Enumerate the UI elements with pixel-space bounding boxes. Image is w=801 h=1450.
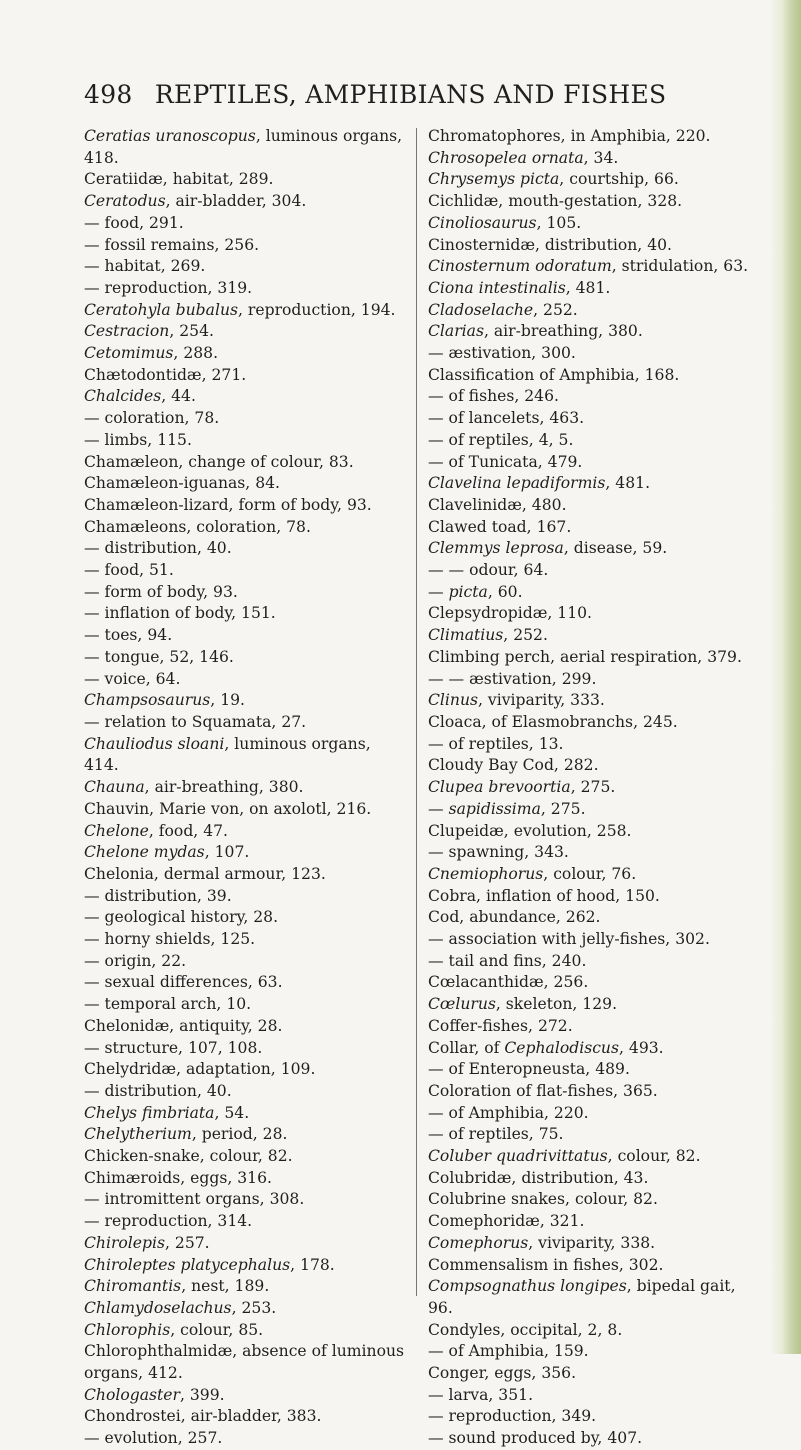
index-entry bbox=[84, 365, 419, 387]
index-text: Climbing perch, aerial respiration, 379. bbox=[428, 647, 742, 666]
index-entry bbox=[84, 1341, 419, 1363]
index-text: — bbox=[428, 582, 449, 601]
index-entry bbox=[84, 734, 419, 756]
index-text: — toes, 94. bbox=[84, 626, 173, 645]
index-term-italic: picta bbox=[448, 582, 488, 601]
index-term-italic: Chlorophis bbox=[84, 1320, 171, 1339]
index-term-italic: Chrysemys picta bbox=[428, 170, 560, 189]
index-text: Chamæleon-iguanas, 84. bbox=[84, 474, 280, 493]
index-entry bbox=[84, 1038, 419, 1060]
index-text: — of Tunicata, 479. bbox=[428, 452, 583, 471]
index-text: , food, 47. bbox=[148, 821, 229, 840]
index-text: — distribution, 40. bbox=[84, 539, 232, 558]
index-term-italic: Cinosternum odoratum bbox=[428, 257, 612, 276]
index-text: Chauvin, Marie von, on axolotl, 216. bbox=[84, 799, 372, 818]
index-text: — coloration, 78. bbox=[84, 409, 220, 428]
index-text: — evolution, 257. bbox=[84, 1429, 223, 1448]
index-text: , air-breathing, 380. bbox=[144, 778, 304, 797]
index-entry bbox=[428, 278, 768, 300]
index-text: , 399. bbox=[179, 1385, 225, 1404]
index-entry bbox=[84, 1124, 419, 1146]
index-entry bbox=[84, 321, 419, 343]
index-text: , bipedal gait, bbox=[626, 1277, 736, 1296]
index-entry bbox=[428, 321, 768, 343]
index-text: , nest, 189. bbox=[181, 1277, 270, 1296]
index-term-italic: Chauna bbox=[84, 778, 145, 797]
index-term-italic: Chauliodus sloani bbox=[84, 734, 225, 753]
index-text: — geological history, 28. bbox=[84, 908, 279, 927]
index-entry bbox=[84, 213, 419, 235]
index-text: , courtship, 66. bbox=[559, 170, 679, 189]
index-entry bbox=[428, 169, 768, 191]
index-entry bbox=[84, 690, 419, 712]
index-term-italic: Chelys fimbriata bbox=[84, 1103, 215, 1122]
index-entry bbox=[428, 1016, 768, 1038]
index-term-italic: Clupea brevoortia bbox=[428, 778, 571, 797]
index-text: , 60. bbox=[487, 582, 523, 601]
index-term-italic: Cinoliosaurus bbox=[428, 213, 537, 232]
index-entry bbox=[428, 126, 768, 148]
index-text: — distribution, 39. bbox=[84, 886, 232, 905]
index-entry bbox=[428, 929, 768, 951]
index-term-italic: Cœlurus bbox=[428, 995, 496, 1014]
index-term-italic: Cestracion bbox=[84, 322, 170, 341]
index-text: — intromittent organs, 308. bbox=[84, 1190, 305, 1209]
index-entry bbox=[428, 473, 768, 495]
index-entry bbox=[84, 430, 419, 452]
index-entry bbox=[84, 1298, 419, 1320]
index-entry bbox=[84, 408, 419, 430]
index-entry bbox=[428, 734, 768, 756]
index-entry bbox=[84, 929, 419, 951]
index-text: 414. bbox=[84, 756, 119, 775]
index-text: , 275. bbox=[540, 799, 586, 818]
index-entry bbox=[428, 582, 768, 604]
index-entry bbox=[428, 669, 768, 691]
index-entry bbox=[428, 951, 768, 973]
index-entry bbox=[428, 148, 768, 170]
index-term-italic: Coluber quadrivittatus bbox=[428, 1147, 608, 1166]
index-text: — association with jelly-fishes, 302. bbox=[428, 930, 710, 949]
index-text: Cinosternidæ, distribution, 40. bbox=[428, 235, 672, 254]
index-text: Ceratiidæ, habitat, 289. bbox=[84, 170, 274, 189]
index-entry bbox=[84, 235, 419, 257]
index-entry bbox=[428, 560, 768, 582]
index-entry bbox=[428, 1168, 768, 1190]
index-term-italic: Ceratohyla bubalus bbox=[84, 300, 238, 319]
index-text: Clavelinidæ, 480. bbox=[428, 495, 567, 514]
index-entry bbox=[84, 972, 419, 994]
index-entry bbox=[84, 452, 419, 474]
index-text: Chætodontidæ, 271. bbox=[84, 365, 247, 384]
index-text: — reproduction, 314. bbox=[84, 1212, 253, 1231]
index-term-italic: Clavelina lepadiformis bbox=[428, 474, 606, 493]
index-text: Chelonia, dermal armour, 123. bbox=[84, 864, 326, 883]
index-term-italic: Chirolepis bbox=[84, 1233, 165, 1252]
index-text: , colour, 85. bbox=[170, 1320, 264, 1339]
index-term-italic: Cnemiophorus bbox=[428, 864, 544, 883]
index-text: Conger, eggs, 356. bbox=[428, 1364, 577, 1383]
index-text: , 54. bbox=[214, 1103, 250, 1122]
index-entry bbox=[428, 886, 768, 908]
index-term-italic: Chalcides bbox=[84, 387, 162, 406]
index-term-italic: Chiromantis bbox=[84, 1277, 182, 1296]
index-entry bbox=[84, 625, 419, 647]
index-term-italic: Clemmys leprosa bbox=[428, 539, 564, 558]
index-text: — sound produced by, 407. bbox=[428, 1429, 643, 1448]
index-text: — of fishes, 246. bbox=[428, 387, 559, 406]
index-text: — reproduction, 349. bbox=[428, 1407, 597, 1426]
index-text: 96. bbox=[428, 1298, 453, 1317]
index-text: Chicken-snake, colour, 82. bbox=[84, 1147, 293, 1166]
index-entry bbox=[84, 1103, 419, 1125]
index-text: Cœlacanthidæ, 256. bbox=[428, 973, 589, 992]
index-text: — distribution, 40. bbox=[84, 1081, 232, 1100]
index-entry bbox=[84, 148, 419, 170]
index-text: , 44. bbox=[161, 387, 196, 406]
index-entry bbox=[428, 625, 768, 647]
index-term-italic: Chiroleptes platycephalus bbox=[84, 1255, 291, 1274]
column-divider bbox=[416, 128, 417, 1296]
index-term-italic: Ceratodus bbox=[84, 192, 166, 211]
index-text: Classification of Amphibia, 168. bbox=[428, 365, 680, 384]
index-entry bbox=[428, 799, 768, 821]
index-text: , 252. bbox=[503, 626, 548, 645]
index-text: , 105. bbox=[536, 213, 582, 232]
running-title: REPTILES, AMPHIBIANS AND FISHES bbox=[154, 80, 667, 109]
index-term-italic: Chologaster bbox=[84, 1385, 180, 1404]
index-entry bbox=[428, 1081, 768, 1103]
index-entry bbox=[428, 907, 768, 929]
index-text: , air-bladder, 304. bbox=[165, 192, 307, 211]
index-text: , 19. bbox=[210, 691, 245, 710]
index-entry bbox=[428, 386, 768, 408]
index-entry bbox=[84, 300, 419, 322]
index-text: , 254. bbox=[169, 322, 214, 341]
index-text: Cloudy Bay Cod, 282. bbox=[428, 756, 599, 775]
index-entry bbox=[428, 495, 768, 517]
index-entry bbox=[84, 560, 419, 582]
index-text: , 288. bbox=[173, 344, 219, 363]
index-entry bbox=[428, 842, 768, 864]
index-text: , stridulation, 63. bbox=[611, 257, 749, 276]
index-text: Chelydridæ, adaptation, 109. bbox=[84, 1060, 316, 1079]
index-entry bbox=[428, 191, 768, 213]
index-entry bbox=[428, 1189, 768, 1211]
index-text: — spawning, 343. bbox=[428, 843, 569, 862]
index-text: Chamæleon, change of colour, 83. bbox=[84, 452, 354, 471]
index-entry bbox=[428, 256, 768, 278]
index-entry bbox=[84, 1428, 419, 1450]
index-text: Chondrostei, air-bladder, 383. bbox=[84, 1407, 322, 1426]
index-text: — — æstivation, 299. bbox=[428, 669, 597, 688]
index-entry bbox=[84, 799, 419, 821]
index-entry bbox=[84, 473, 419, 495]
index-text: — habitat, 269. bbox=[84, 257, 206, 276]
index-text: — reproduction, 319. bbox=[84, 278, 253, 297]
index-text: , 481. bbox=[605, 474, 651, 493]
index-entry bbox=[84, 126, 419, 148]
index-entry bbox=[428, 300, 768, 322]
book-spine-edge bbox=[771, 0, 801, 1354]
index-entry bbox=[428, 365, 768, 387]
index-entry bbox=[84, 278, 419, 300]
index-text: — food, 291. bbox=[84, 213, 184, 232]
index-entry bbox=[84, 951, 419, 973]
index-entry bbox=[84, 1276, 419, 1298]
index-entry bbox=[84, 777, 419, 799]
index-text: — — odour, 64. bbox=[428, 561, 549, 580]
index-entry bbox=[428, 452, 768, 474]
index-term-italic: sapidissima bbox=[448, 799, 541, 818]
index-text: Commensalism in fishes, 302. bbox=[428, 1255, 664, 1274]
index-text: — tail and fins, 240. bbox=[428, 951, 587, 970]
index-text: , viviparity, 333. bbox=[478, 691, 605, 710]
index-text: — bbox=[428, 799, 449, 818]
index-term-italic: Cephalodiscus bbox=[504, 1038, 619, 1057]
index-entry bbox=[84, 669, 419, 691]
index-term-italic: Chrosopelea ornata bbox=[428, 148, 584, 167]
index-entry bbox=[428, 864, 768, 886]
index-term-italic: Compsognathus longipes bbox=[428, 1277, 627, 1296]
index-entry bbox=[84, 1189, 419, 1211]
index-entry bbox=[428, 972, 768, 994]
index-text: Chamæleon-lizard, form of body, 93. bbox=[84, 495, 372, 514]
index-term-italic: Clarias bbox=[428, 322, 484, 341]
index-text: Condyles, occipital, 2, 8. bbox=[428, 1320, 623, 1339]
index-entry bbox=[428, 603, 768, 625]
index-text: Clepsydropidæ, 110. bbox=[428, 604, 593, 623]
index-text: — structure, 107, 108. bbox=[84, 1038, 263, 1057]
index-text: — voice, 64. bbox=[84, 669, 181, 688]
index-entry bbox=[84, 517, 419, 539]
index-term-italic: Clinus bbox=[428, 691, 478, 710]
index-entry bbox=[84, 1320, 419, 1342]
index-text: — food, 51. bbox=[84, 561, 174, 580]
index-text: Chimæroids, eggs, 316. bbox=[84, 1168, 272, 1187]
index-text: — origin, 22. bbox=[84, 951, 187, 970]
index-term-italic: Chelone mydas bbox=[84, 843, 205, 862]
index-text: , luminous organs, bbox=[224, 734, 371, 753]
index-term-italic: Champsosaurus bbox=[84, 691, 211, 710]
index-text: , air-breathing, 380. bbox=[483, 322, 643, 341]
index-text: Chamæleons, coloration, 78. bbox=[84, 517, 311, 536]
index-entry bbox=[428, 712, 768, 734]
index-text: — form of body, 93. bbox=[84, 582, 238, 601]
index-text: , colour, 76. bbox=[543, 864, 637, 883]
index-entry bbox=[428, 1341, 768, 1363]
index-entry bbox=[428, 430, 768, 452]
index-text: , 107. bbox=[204, 843, 250, 862]
index-entry bbox=[84, 603, 419, 625]
index-entry bbox=[428, 1406, 768, 1428]
index-text: , 252. bbox=[533, 300, 578, 319]
index-entry bbox=[428, 343, 768, 365]
index-entry bbox=[428, 647, 768, 669]
page-number: 498 bbox=[84, 80, 133, 109]
index-text: , skeleton, 129. bbox=[495, 995, 618, 1014]
index-entry bbox=[428, 408, 768, 430]
index-entry bbox=[84, 886, 419, 908]
index-entry bbox=[428, 690, 768, 712]
index-text: , 493. bbox=[618, 1038, 664, 1057]
index-text: , reproduction, 194. bbox=[238, 300, 396, 319]
index-entry bbox=[428, 538, 768, 560]
index-entry bbox=[428, 1255, 768, 1277]
index-text: Collar, of bbox=[428, 1038, 505, 1057]
index-entry bbox=[84, 1081, 419, 1103]
index-entry bbox=[428, 1428, 768, 1450]
index-entry bbox=[84, 1016, 419, 1038]
index-text: Clupeidæ, evolution, 258. bbox=[428, 821, 632, 840]
index-entry bbox=[84, 842, 419, 864]
index-text: Cloaca, of Elasmobranchs, 245. bbox=[428, 712, 678, 731]
index-text: Comephoridæ, 321. bbox=[428, 1212, 585, 1231]
index-entry bbox=[84, 1233, 419, 1255]
index-text: — larva, 351. bbox=[428, 1385, 534, 1404]
index-entry bbox=[84, 712, 419, 734]
index-text: , disease, 59. bbox=[563, 539, 668, 558]
index-text: , 481. bbox=[565, 278, 611, 297]
index-text: Chelonidæ, antiquity, 28. bbox=[84, 1016, 283, 1035]
index-text: — horny shields, 125. bbox=[84, 930, 256, 949]
index-entry bbox=[428, 821, 768, 843]
index-text: Chlorophthalmidæ, absence of luminous bbox=[84, 1342, 405, 1361]
index-column-left bbox=[84, 126, 419, 1450]
index-term-italic: Chlamydoselachus bbox=[84, 1298, 232, 1317]
index-entry bbox=[84, 169, 419, 191]
index-text: Colubridæ, distribution, 43. bbox=[428, 1168, 649, 1187]
index-text: Coloration of flat-fishes, 365. bbox=[428, 1081, 658, 1100]
index-text: 418. bbox=[84, 148, 119, 167]
index-term-italic: Ceratias uranoscopus bbox=[84, 127, 256, 145]
index-entry bbox=[84, 256, 419, 278]
index-entry bbox=[84, 994, 419, 1016]
index-text: — sexual differences, 63. bbox=[84, 973, 283, 992]
index-entry bbox=[84, 1146, 419, 1168]
index-text: — æstivation, 300. bbox=[428, 344, 576, 363]
index-entry bbox=[428, 777, 768, 799]
index-text: , colour, 82. bbox=[607, 1147, 701, 1166]
index-entry bbox=[428, 235, 768, 257]
index-text: , 34. bbox=[583, 148, 619, 167]
index-text: — of reptiles, 4, 5. bbox=[428, 430, 574, 449]
index-entry bbox=[428, 1298, 768, 1320]
index-text: — of Amphibia, 220. bbox=[428, 1103, 589, 1122]
index-text: , period, 28. bbox=[191, 1125, 288, 1144]
index-term-italic: Climatius bbox=[428, 626, 504, 645]
index-entry bbox=[84, 1363, 419, 1385]
index-term-italic: Cetomimus bbox=[84, 344, 174, 363]
index-entry bbox=[84, 821, 419, 843]
index-text: , 257. bbox=[165, 1233, 210, 1252]
index-text: , 253. bbox=[231, 1298, 277, 1317]
index-text: — tongue, 52, 146. bbox=[84, 647, 234, 666]
index-text: — inflation of body, 151. bbox=[84, 604, 276, 623]
index-entry bbox=[428, 1146, 768, 1168]
index-entry bbox=[84, 582, 419, 604]
index-term-italic: Ciona intestinalis bbox=[428, 278, 566, 297]
index-text: organs, 412. bbox=[84, 1364, 183, 1383]
index-text: — temporal arch, 10. bbox=[84, 995, 252, 1014]
index-entry bbox=[84, 191, 419, 213]
index-entry bbox=[84, 1255, 419, 1277]
index-text: — fossil remains, 256. bbox=[84, 235, 260, 254]
index-entry bbox=[428, 1385, 768, 1407]
index-entry bbox=[84, 538, 419, 560]
index-entry bbox=[84, 1406, 419, 1428]
index-entry bbox=[84, 386, 419, 408]
index-term-italic: Comephorus bbox=[428, 1233, 529, 1252]
index-text: , luminous organs, bbox=[255, 127, 403, 145]
index-entry bbox=[428, 1059, 768, 1081]
index-entry bbox=[428, 1233, 768, 1255]
index-entry bbox=[428, 1363, 768, 1385]
index-text: Cichlidæ, mouth-gestation, 328. bbox=[428, 192, 683, 211]
index-text: Colubrine snakes, colour, 82. bbox=[428, 1190, 658, 1209]
index-entry bbox=[84, 755, 419, 777]
index-entry bbox=[428, 1103, 768, 1125]
index-entry bbox=[84, 864, 419, 886]
index-text: — of reptiles, 75. bbox=[428, 1125, 564, 1144]
index-entry bbox=[84, 343, 419, 365]
index-entry bbox=[84, 907, 419, 929]
index-term-italic: Chelone bbox=[84, 821, 149, 840]
index-entry bbox=[428, 213, 768, 235]
index-entry bbox=[428, 517, 768, 539]
index-column-right bbox=[428, 126, 768, 1450]
index-term-italic: Chelytherium bbox=[84, 1125, 192, 1144]
page-header bbox=[84, 80, 704, 109]
index-text: — of Enteropneusta, 489. bbox=[428, 1060, 630, 1079]
index-text: — limbs, 115. bbox=[84, 430, 192, 449]
index-entry bbox=[428, 994, 768, 1016]
index-text: Clawed toad, 167. bbox=[428, 517, 572, 536]
index-text: , 178. bbox=[290, 1255, 335, 1274]
index-entry bbox=[428, 755, 768, 777]
index-text: — of reptiles, 13. bbox=[428, 734, 564, 753]
index-text: — of lancelets, 463. bbox=[428, 409, 585, 428]
index-entry bbox=[84, 1059, 419, 1081]
index-text: Chromatophores, in Amphibia, 220. bbox=[428, 127, 711, 145]
index-text: Cod, abundance, 262. bbox=[428, 908, 601, 927]
index-term-italic: Cladoselache bbox=[428, 300, 534, 319]
index-text: — of Amphibia, 159. bbox=[428, 1342, 589, 1361]
index-entry bbox=[84, 647, 419, 669]
index-entry bbox=[428, 1320, 768, 1342]
index-text: Coffer-fishes, 272. bbox=[428, 1016, 573, 1035]
index-entry bbox=[84, 1385, 419, 1407]
index-entry bbox=[428, 1124, 768, 1146]
index-text: — relation to Squamata, 27. bbox=[84, 712, 307, 731]
index-entry bbox=[428, 1211, 768, 1233]
index-entry bbox=[84, 1211, 419, 1233]
index-text: Cobra, inflation of hood, 150. bbox=[428, 886, 660, 905]
index-text: , 275. bbox=[570, 778, 616, 797]
index-entry bbox=[84, 1168, 419, 1190]
index-entry bbox=[428, 1038, 768, 1060]
index-entry bbox=[84, 495, 419, 517]
index-text: , viviparity, 338. bbox=[528, 1233, 656, 1252]
index-entry bbox=[428, 1276, 768, 1298]
